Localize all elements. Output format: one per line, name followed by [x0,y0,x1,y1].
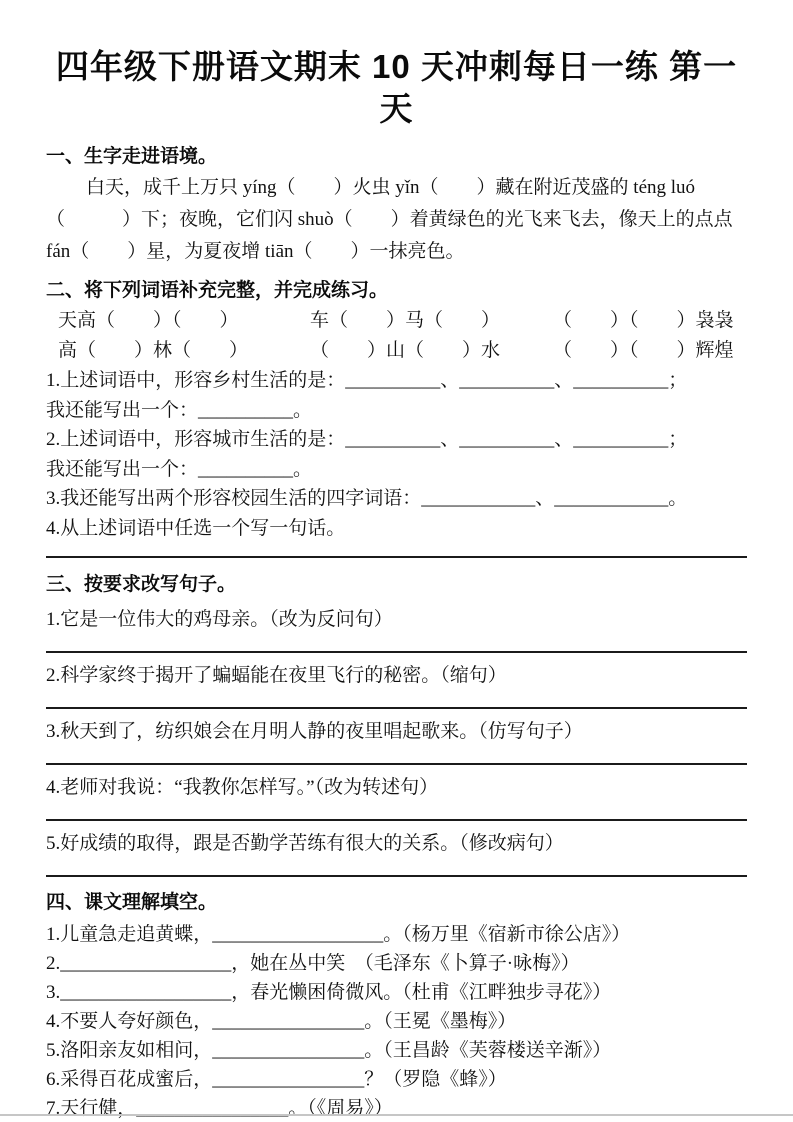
poem-fill-line: 7.天行健，________________。（《周易》） [46,1098,393,1119]
word-grid-row [46,306,747,336]
word-grid-cell: 天高（ ）（ ） [58,310,239,331]
context-paragraph-line: fán（ ）星，为夏夜增 tiān（ ）一抹亮色。 [46,241,465,262]
question-line: 3.我还能写出两个形容校园生活的四字词语：____________、____________。 [46,488,688,509]
context-paragraph-line: （ ）下；夜晚，它们闪 shuò（ ）着黄绿色的光飞来飞去，像天上的点点 [46,209,733,230]
section1-heading: 一、生字走进语境。 [46,146,218,167]
answer-blank-line [46,819,747,821]
question-line: 1.上述词语中，形容乡村生活的是：__________、__________、__________； [46,370,688,391]
question-line: 2.科学家终于揭开了蝙蝠能在夜里飞行的秘密。（缩句） [46,665,507,686]
question-line: 我还能写出一个：__________。 [46,458,313,480]
word-grid-row [46,336,747,366]
answer-blank-line [46,556,747,558]
poem-fill-line: 3.__________________，春光懒困倚微风。（杜甫《江畔独步寻花》） [46,982,612,1003]
section2-heading: 二、将下列词语补充完整，并完成练习。 [46,280,389,301]
answer-blank-line [46,707,747,709]
poem-fill-line: 4.不要人夸好颜色，________________。（王冕《墨梅》） [46,1011,517,1032]
word-grid-cell: （ ）（ ）辉煌 [553,340,734,361]
section4-heading: 四、课文理解填空。 [46,892,218,913]
section3-questions [46,606,747,877]
answer-blank-line [46,651,747,653]
word-grid-cell: （ ）山（ ）水 [310,340,501,361]
word-grid-cell: 车（ ）马（ ） [310,310,501,331]
poem-fill-line: 5.洛阳亲友如相问，________________。（王昌龄《芙蓉楼送辛渐》） [46,1040,612,1061]
question-line: 4.从上述词语中任选一个写一句话。 [46,517,346,539]
word-completion-grid [46,306,747,366]
answer-blank-line [46,875,747,877]
answer-blank-line [46,763,747,765]
page-title: 四年级下册语文期末 10 天冲刺每日一练 第一天 [55,48,738,127]
section4-questions [46,920,747,1122]
question-line: 3.秋天到了，纺织娘会在月明人静的夜里唱起歌来。（仿写句子） [46,721,583,742]
question-line: 1.它是一位伟大的鸡母亲。（改为反问句） [46,609,393,630]
poem-fill-line: 1.儿童急走追黄蝶，__________________。（杨万里《宿新市徐公店》） [46,924,631,945]
page-bottom-rule [0,1114,793,1116]
poem-fill-line: 2.__________________，她在丛中笑 （毛泽东《卜算子·咏梅》） [46,953,580,974]
word-grid-cell: （ ）（ ）袅袅 [553,310,734,331]
section2-questions [46,366,747,543]
question-line: 4.老师对我说：“我教你怎样写。”（改为转述句） [46,777,439,798]
context-paragraph [46,172,747,268]
section3-heading: 三、按要求改写句子。 [46,574,237,595]
word-grid-cell: 高（ ）林（ ） [58,340,249,361]
question-line: 2.上述词语中，形容城市生活的是：__________、__________、__________； [46,429,688,450]
question-line: 5.好成绩的取得，跟是否勤学苦练有很大的关系。（修改病句） [46,833,564,854]
question-line: 我还能写出一个：__________。 [46,399,313,421]
poem-fill-line: 6.采得百花成蜜后，________________？（罗隐《蜂》） [46,1069,507,1090]
context-paragraph-line: 白天，成千上万只 yíng（ ）火虫 yǐn（ ）藏在附近茂盛的 téng luó [86,177,696,198]
